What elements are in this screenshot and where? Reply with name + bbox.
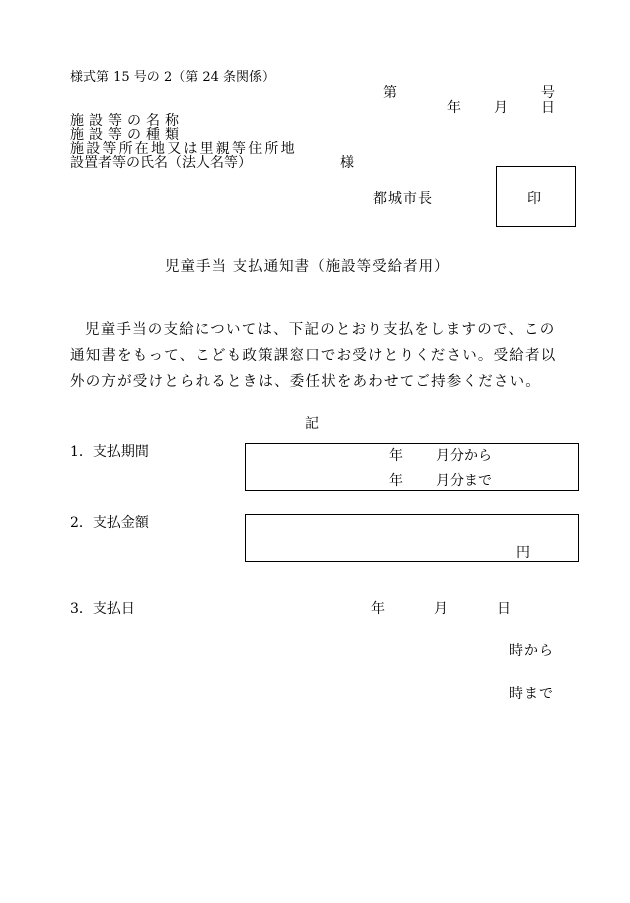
period-until-month: 月分まで — [436, 473, 492, 489]
issuer-title: 都城市長 — [373, 191, 433, 207]
period-box — [245, 443, 579, 491]
pay-date-day: 日 — [497, 601, 511, 617]
pay-date-year: 年 — [371, 601, 385, 617]
period-from-year: 年 — [389, 448, 403, 464]
date-month: 月 — [494, 100, 508, 116]
facility-type-label: 施設等の種類 — [70, 127, 184, 143]
pay-date-month: 月 — [434, 601, 448, 617]
seal-mark: 印 — [527, 191, 541, 207]
seal-box — [496, 166, 576, 227]
date-year: 年 — [447, 100, 461, 116]
facility-address-label: 施設等所在地又は里親等住所地 — [70, 141, 297, 157]
pay-time-from: 時から — [509, 643, 554, 659]
doc-number-suffix: 号 — [541, 85, 555, 101]
period-label: 1．支払期間 — [70, 444, 149, 460]
amount-unit: 円 — [516, 545, 530, 561]
facility-name-label: 施設等の名称 — [70, 113, 184, 129]
ki-heading: 記 — [305, 416, 319, 432]
period-until-year: 年 — [389, 473, 403, 489]
amount-label: 2．支払金額 — [70, 515, 149, 531]
honorific: 様 — [340, 155, 354, 171]
period-from-month: 月分から — [436, 448, 492, 464]
form-number: 様式第 15 号の 2（第 24 条関係） — [70, 70, 276, 85]
doc-number-prefix: 第 — [383, 85, 397, 101]
pay-date-label: 3．支払日 — [70, 601, 135, 617]
body-paragraph: 児童手当の支給については、下記のとおり支払をしますので、この通知書をもって、こども政策課窓口でお受けとりください。受給者以外の方が受けとられるときは、委任状をあわせてご持参ください。 — [70, 322, 557, 390]
amount-box — [245, 514, 579, 562]
document-title: 児童手当 支払通知書（施設等受給者用） — [165, 259, 450, 275]
pay-time-until: 時まで — [509, 686, 554, 702]
date-day: 日 — [541, 100, 555, 116]
founder-name-label: 設置者等の氏名（法人名等） — [70, 155, 252, 171]
